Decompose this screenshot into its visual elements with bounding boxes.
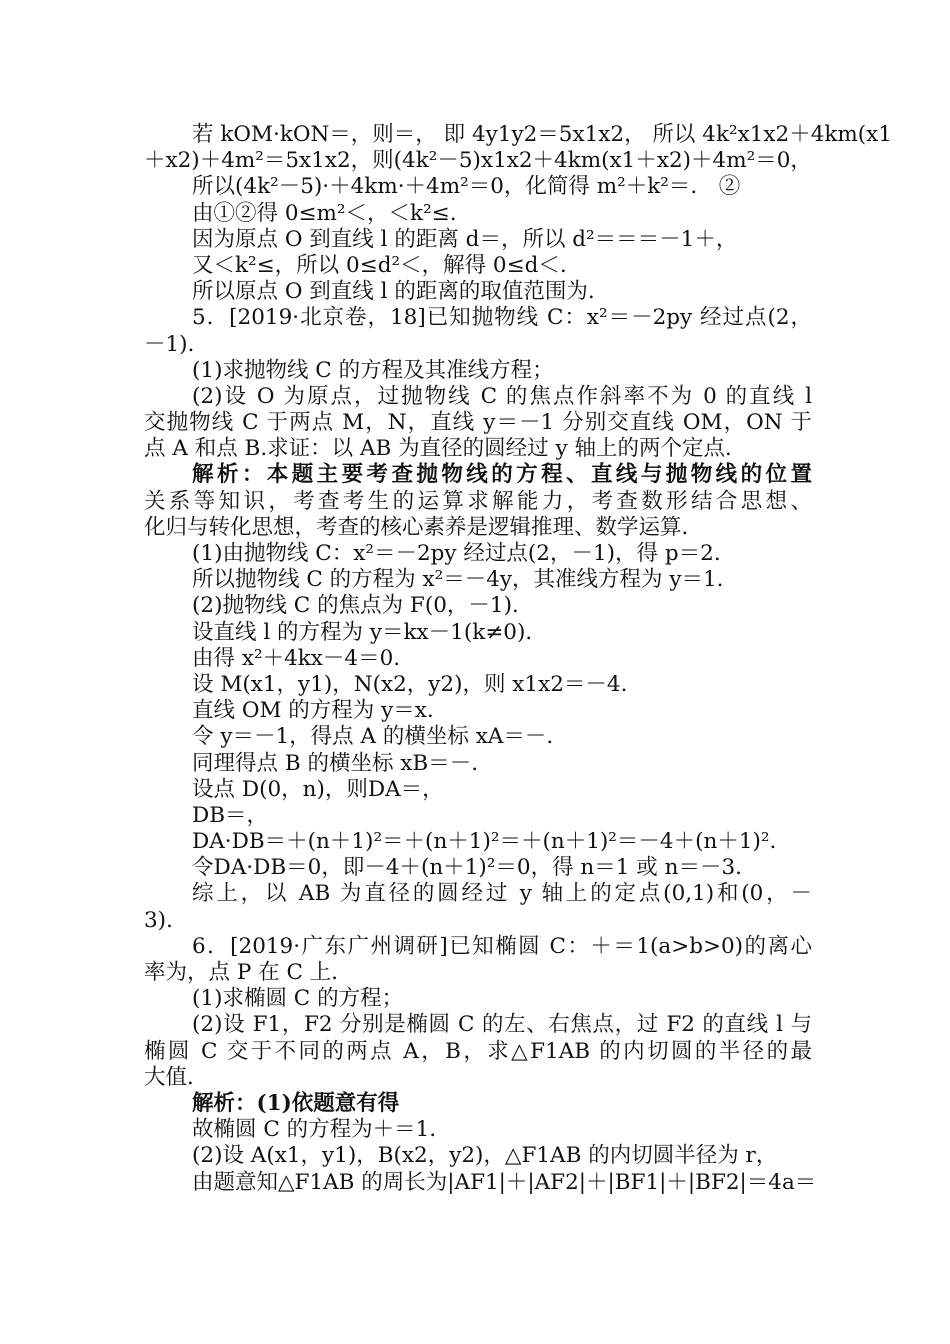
- text-line: 直线 OM 的方程为 y＝x.: [192, 698, 434, 724]
- text-line: －1)．: [144, 331, 210, 357]
- text-line: 故椭圆 C 的方程为＋＝1.: [192, 1117, 437, 1143]
- text-line: 若 kOM·kON＝，则＝， 即 4y1y2＝5x1x2， 所以 4k²x1x2＋4km(x1: [192, 122, 892, 147]
- text-line: (1)求椭圆 C 的方程；: [192, 986, 404, 1012]
- text-line: 由①②得 0≤m²＜，＜k²≤.: [192, 200, 457, 226]
- text-line: (2)抛物线 C 的焦点为 F(0，－1)．: [192, 593, 534, 619]
- text-line: 综上，以 AB 为直径的圆经过 y 轴上的定点(0,1)和(0，－: [192, 881, 812, 907]
- text-line: 同理得点 B 的横坐标 xB＝－.: [192, 750, 479, 776]
- text-line: 所以抛物线 C 的方程为 x²＝－4y，其准线方程为 y＝1.: [192, 567, 724, 593]
- text-line: 5．[2019·北京卷，18]已知抛物线 C：x²＝－2py 经过点(2，: [192, 305, 812, 331]
- text-line: 点 A 和点 B.求证：以 AB 为直径的圆经过 y 轴上的两个定点．: [144, 436, 747, 462]
- text-line: 椭圆 C 交于不同的两点 A，B，求△F1AB 的内切圆的半径的最: [144, 1038, 812, 1064]
- text-line: ＋x2)＋4m²＝5x1x2，则(4k²－5)x1x2＋4km(x1＋x2)＋4m²＝0，: [144, 148, 812, 174]
- text-line: 令 y＝－1，得点 A 的横坐标 xA＝－.: [192, 724, 554, 750]
- text-line: 由得 x²＋4kx－4＝0.: [192, 645, 401, 671]
- text-line: 因为原点 O 到直线 l 的距离 d＝，所以 d²＝＝＝－1＋，: [192, 226, 738, 252]
- text-line: 又＜k²≤，所以 0≤d²＜，解得 0≤d＜.: [192, 252, 567, 278]
- text-line: 3)．: [144, 907, 188, 933]
- text-line: 所以原点 O 到直线 l 的距离的取值范围为.: [192, 279, 595, 305]
- text-line: (1)由抛物线 C：x²＝－2py 经过点(2，－1)，得 p＝2.: [192, 541, 721, 566]
- text-line: (2)设 A(x1，y1)，B(x2，y2)，△F1AB 的内切圆半径为 r，: [192, 1143, 778, 1169]
- text-line: 设 M(x1，y1)，N(x2，y2)，则 x1x2＝－4.: [192, 671, 628, 697]
- text-line: 率为，点 P 在 C 上．: [144, 960, 353, 985]
- text-line: 解析：本题主要考查抛物线的方程、直线与抛物线的位置: [192, 462, 812, 488]
- text-line: (2)设 O 为原点，过抛物线 C 的焦点作斜率不为 0 的直线 l: [192, 383, 812, 409]
- text-line: 设直线 l 的方程为 y＝kx－1(k≠0)．: [192, 619, 547, 645]
- text-line: 交抛物线 C 于两点 M，N，直线 y＝－1 分别交直线 OM，ON 于: [144, 410, 812, 436]
- text-line: (1)求抛物线 C 的方程及其准线方程；: [192, 357, 554, 383]
- text-line: DA·DB＝＋(n＋1)²＝＋(n＋1)²＝＋(n＋1)²＝－4＋(n＋1)².: [192, 829, 777, 855]
- text-line: (2)设 F1，F2 分别是椭圆 C 的左、右焦点，过 F2 的直线 l 与: [192, 1012, 812, 1038]
- text-line: 解析：(1)依题意有得: [192, 1090, 400, 1116]
- text-line: 由题意知△F1AB 的周长为|AF1|＋|AF2|＋|BF1|＋|BF2|＝4a＝: [192, 1169, 817, 1195]
- document-body: [144, 122, 892, 1196]
- text-line: 大值．: [144, 1064, 209, 1090]
- text-line: 设点 D(0，n)，则DA＝，: [192, 776, 444, 802]
- text-line: 令DA·DB＝0，即－4＋(n＋1)²＝0，得 n＝1 或 n＝－3.: [192, 855, 742, 881]
- text-line: 关系等知识，考查考生的运算求解能力，考查数形结合思想、: [144, 488, 812, 514]
- text-line: DB＝，: [192, 802, 269, 828]
- text-line: 化归与转化思想，考查的核心素养是逻辑推理、数学运算．: [144, 514, 704, 540]
- text-line: 6．[2019·广东广州调研]已知椭圆 C：＋＝1(a>b>0)的离心: [192, 933, 812, 959]
- text-line: 所以(4k²－5)·＋4km·＋4m²＝0，化简得 m²＋k²＝. ②: [192, 174, 741, 200]
